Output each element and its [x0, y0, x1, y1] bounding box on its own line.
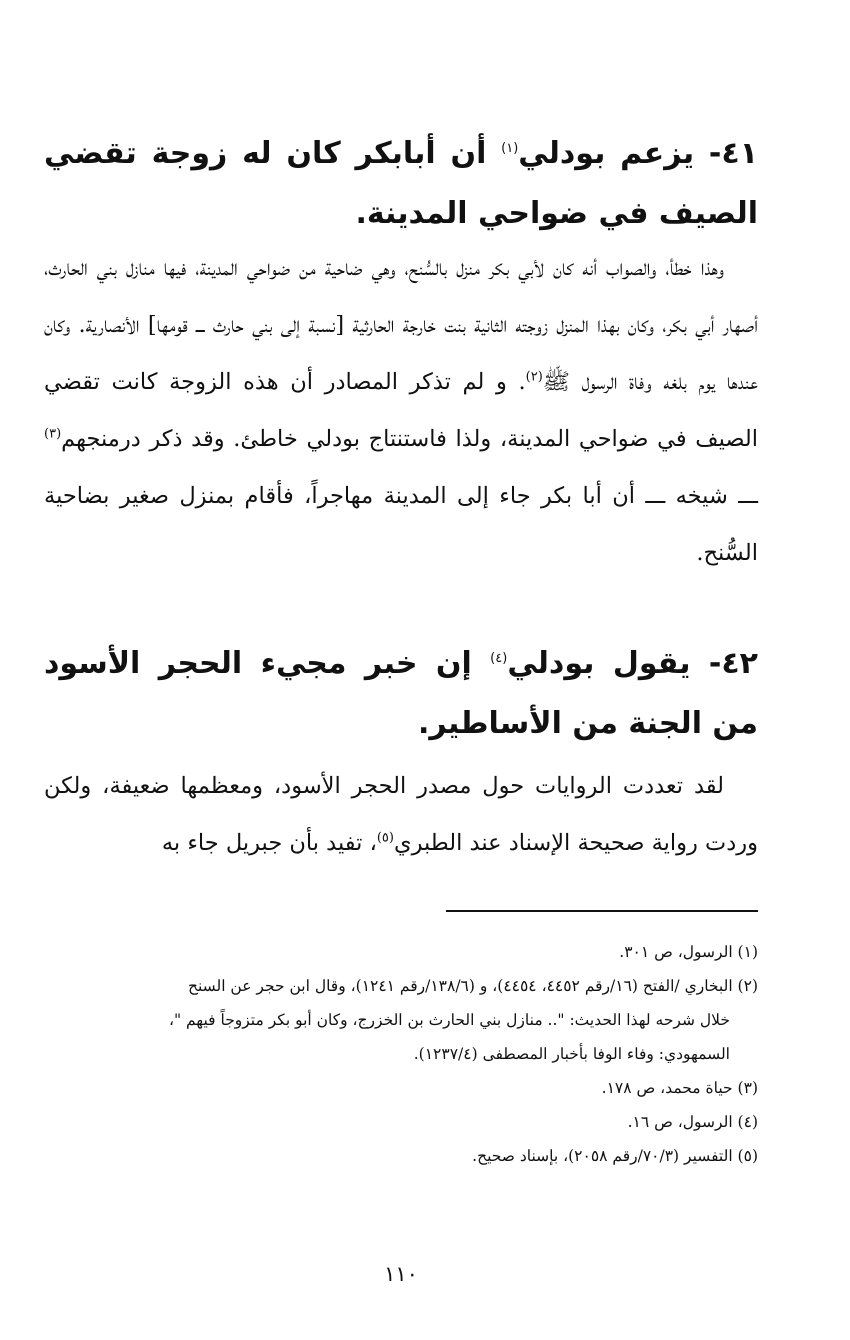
footnote-1: (١) الرسول، ص ٣٠١.	[619, 943, 758, 961]
section-41-heading	[44, 124, 758, 244]
heading-text-rest: أن أبابكر كان له زوجة تقضي الصيف في ضواحي المدينة.	[44, 136, 758, 231]
footnote-ref: (٣)	[44, 426, 62, 442]
section-42-heading	[44, 634, 758, 754]
footnote-divider	[446, 910, 758, 912]
footnote-ref: (٥)	[376, 830, 394, 846]
paragraph-text: ، تفيد بأن جبريل جاء به	[161, 830, 377, 856]
footnote-3: (٣) حياة محمد، ص ١٧٨.	[601, 1079, 758, 1097]
page-number: ١١٠	[384, 1262, 418, 1286]
footnote-continuation: السمهودي: وفاء الوفا بأخبار المصطفى (١٢٣٧/٤).	[413, 1045, 730, 1063]
footnote-5: (٥) التفسير (٧٠/٣/رقم ٢٠٥٨)، بإسناد صحيح.	[472, 1147, 758, 1165]
paragraph-text: وهذا خطأ، والصواب أنه كان لأبي بكر منزل بالسُّنح، وهي ضاحية من ضواحي المدينة، فيها منازل بني الحارث، أصهار أبي بكر، وكان بهذا المنزل زوجته الثانية بنت خارجة الحارثية [نسبة إلى بني حارث ـــ قومها] الأنصارية. وكان عندها يوم بلغه وفاة الرسول ﷺ	[44, 255, 758, 395]
heading-text: ٤٢- يقول بودلي	[507, 646, 758, 681]
section-41-paragraph	[44, 240, 758, 582]
footnote-2	[44, 969, 758, 1071]
paragraph-text: ـــ شيخه ـــ أن أبا بكر جاء إلى المدينة مهاجراً، فأقام بمنزل صغير بضاحية السُّنح.	[44, 483, 758, 566]
footnote-ref: (٢)	[525, 369, 543, 385]
paragraph-text: . و لم تذكر المصادر أن هذه الزوجة كانت تقضي الصيف في ضواحي المدينة، ولذا فاستنتاج بودلي خاطئ. وقد ذكر درمنجهم	[44, 369, 758, 452]
footnote-continuation: خلال شرحه لهذا الحديث: ".. منازل بني الحارث بن الخزرج، وكان أبو بكر متزوجاً فيهم "،	[168, 1011, 730, 1029]
footnote-4: (٤) الرسول، ص ١٦.	[627, 1113, 758, 1131]
heading-text: ٤١- يزعم بودلي	[518, 136, 759, 171]
footnote-ref: (٤)	[490, 651, 508, 666]
paragraph-text: لقد تعددت الروايات حول مصدر الحجر الأسود، ومعظمها ضعيفة، ولكن وردت رواية صحيحة الإسناد عند الطبري	[44, 773, 758, 856]
heading-text-rest: إن خبر مجيء الحجر الأسود من الجنة من الأساطير.	[44, 646, 758, 741]
document-page	[44, 0, 758, 1340]
section-42-paragraph	[44, 758, 758, 872]
footnotes	[44, 935, 758, 1173]
footnote-ref: (١)	[501, 141, 519, 156]
footnote-text: (٢) البخاري /الفتح (١٦/رقم ٤٤٥٢، ٤٤٥٤)، و (١٣٨/٦/رقم ١٢٤١)، وقال ابن حجر عن السنح	[187, 977, 758, 995]
